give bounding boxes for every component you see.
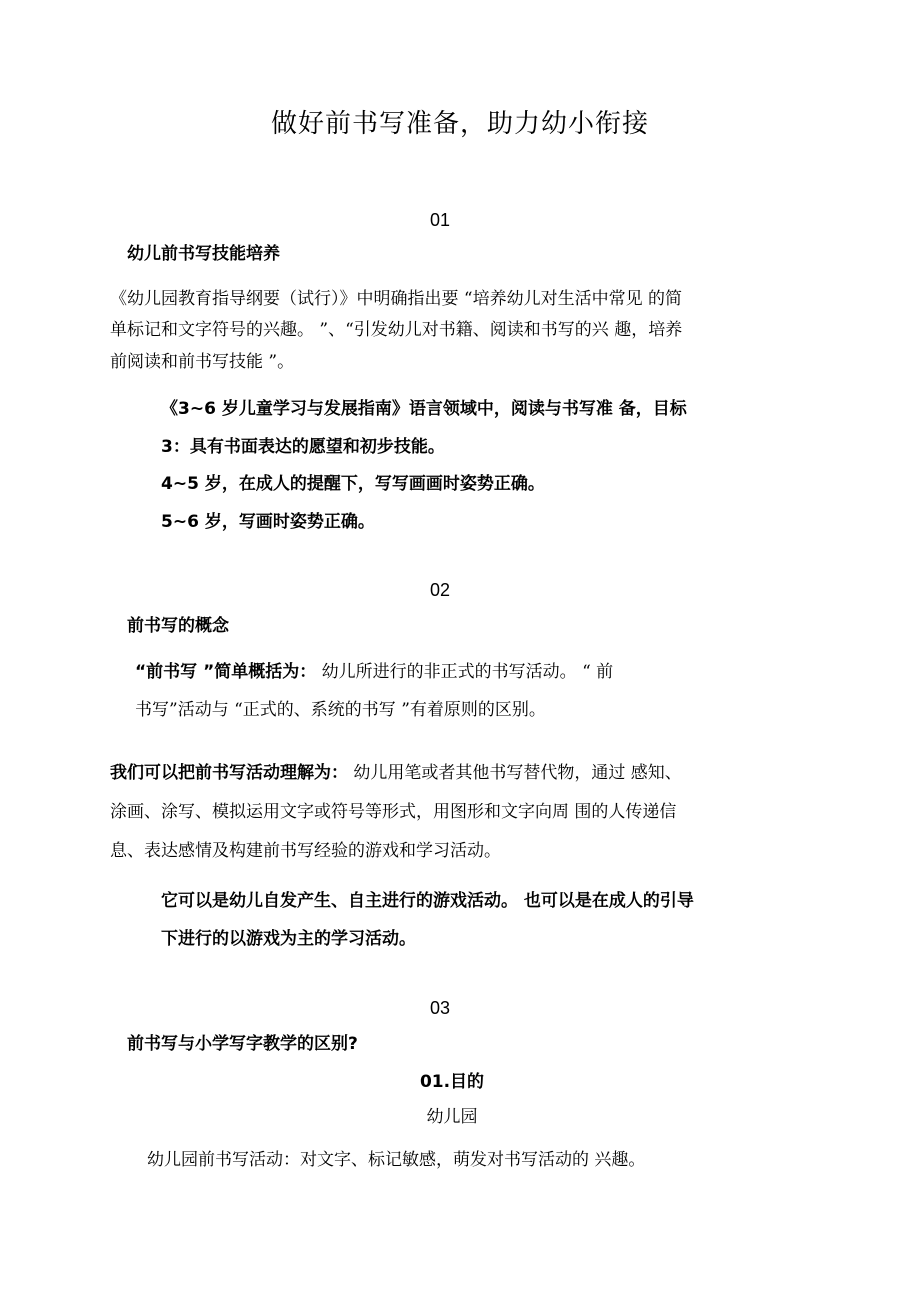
definition-line: 书写”活动与 “正式的、系统的书写 ”有着原则的区别。 bbox=[135, 700, 546, 720]
guideline-line: 3：具有书面表达的愿望和初步技能。 bbox=[161, 437, 445, 457]
paragraph-line: 单标记和文字符号的兴趣。 ”、“引发幼儿对书籍、阅读和书写的兴 趣，培养 bbox=[110, 320, 683, 340]
sub-heading: 01.目的 bbox=[419, 1072, 485, 1092]
guideline-line: 《3~6 岁儿童学习与发展指南》语言领域中，阅读与书写准 备，目标 bbox=[161, 399, 687, 419]
guideline-line: 5~6 岁，写画时姿势正确。 bbox=[161, 512, 375, 532]
section-heading: 幼儿前书写技能培养 bbox=[127, 244, 280, 264]
understanding-line: 息、表达感情及构建前书写经验的游戏和学习活动。 bbox=[110, 841, 501, 861]
page-title: 做好前书写准备，助力幼小衔接 bbox=[270, 109, 649, 139]
section-heading: 前书写与小学写字教学的区别? bbox=[127, 1034, 358, 1054]
paragraph-line: 《幼儿园教育指导纲要（试行）》中明确指出要 “培养幼儿对生活中常见 的简 bbox=[110, 289, 682, 309]
guideline-line: 4~5 岁，在成人的提醒下，写写画画时姿势正确。 bbox=[161, 474, 545, 494]
emphasis-line: 它可以是幼儿自发产生、自主进行的游戏活动。 也可以是在成人的引导 bbox=[161, 891, 694, 911]
understanding-line: 涂画、涂写、模拟运用文字或符号等形式，用图形和文字向周 围的人传递信 bbox=[110, 802, 677, 822]
section-number: 02 bbox=[429, 580, 451, 600]
understanding-term: 我们可以把前书写活动理解为： bbox=[110, 763, 348, 783]
sub-text: 幼儿园前书写活动：对文字、标记敏感，萌发对书写活动的 兴趣。 bbox=[147, 1150, 646, 1170]
definition-line bbox=[135, 657, 613, 682]
definition-text: 幼儿所进行的非正式的书写活动。 “ 前 bbox=[316, 662, 614, 682]
paragraph-line: 前阅读和前书写技能 ”。 bbox=[110, 352, 295, 372]
emphasis-line: 下进行的以游戏为主的学习活动。 bbox=[161, 929, 416, 949]
section-number: 03 bbox=[429, 998, 451, 1018]
definition-term: “前书写 ”简单概括为： bbox=[135, 662, 317, 682]
understanding-line bbox=[110, 758, 682, 783]
understanding-text: 幼儿用笔或者其他书写替代物，通过 感知、 bbox=[348, 763, 682, 783]
section-number: 01 bbox=[429, 210, 451, 230]
section-heading: 前书写的概念 bbox=[127, 616, 229, 636]
sub-label: 幼儿园 bbox=[426, 1107, 478, 1127]
